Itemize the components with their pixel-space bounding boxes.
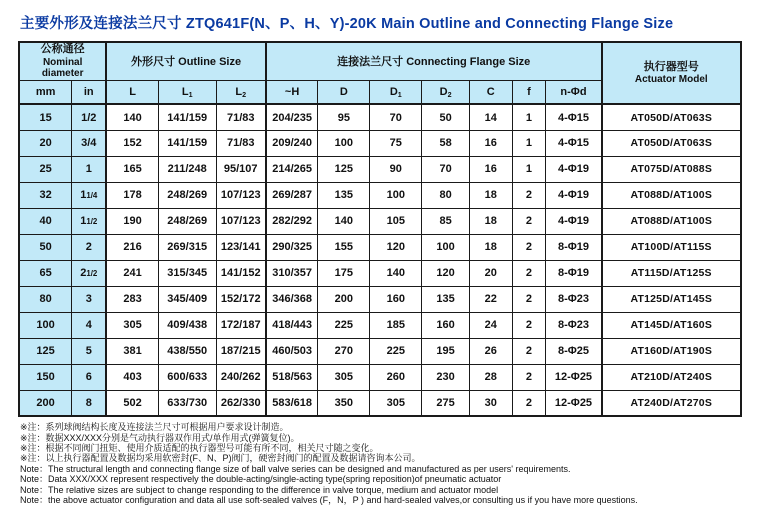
note-line-zh: ※注：根据不同阀门扭矩、使用介质适配的执行器型号可能有所不同，相关尺寸随之变化。 xyxy=(20,443,379,454)
cell-d: 140 xyxy=(318,208,370,234)
note-line-zh: ※注：系列球阀结构长度及连接法兰尺寸可根据用户要求设计制造。 xyxy=(20,422,289,433)
cell-c: 26 xyxy=(469,338,512,364)
cell-mm: 50 xyxy=(19,234,72,260)
cell-l: 178 xyxy=(106,182,158,208)
header-nominal-diameter-zh: 公称通径 xyxy=(40,43,85,55)
cell-d1: 225 xyxy=(370,338,422,364)
cell-d: 135 xyxy=(318,182,370,208)
cell-l2: 71/83 xyxy=(216,104,266,130)
cell-l: 140 xyxy=(106,104,158,130)
cell-in: 3/4 xyxy=(72,130,107,156)
cell-d: 125 xyxy=(318,156,370,182)
note-line-en: Note：Data XXX/XXX represent respectively the double-acting/single-acting type(spring reposition)of pneumatic actuator xyxy=(20,474,502,485)
header-actuator-model-zh: 执行器型号 xyxy=(643,60,699,73)
cell-l: 190 xyxy=(106,208,158,234)
cell-n-phi-d: 8-Φ19 xyxy=(546,234,602,260)
cell-in: 3 xyxy=(72,286,107,312)
cell-f: 2 xyxy=(512,338,546,364)
cell-mm: 125 xyxy=(19,338,72,364)
col-header-l: L xyxy=(106,80,158,104)
cell-d: 305 xyxy=(318,364,370,390)
cell-in: 1/2 xyxy=(72,104,107,130)
cell-d: 175 xyxy=(318,260,370,286)
cell-n-phi-d: 8-Φ25 xyxy=(546,338,602,364)
table-row xyxy=(19,364,741,390)
cell-actuator-model: AT240D/AT270S xyxy=(602,390,741,416)
cell-f: 1 xyxy=(512,156,546,182)
cell-d1: 185 xyxy=(370,312,422,338)
cell-c: 24 xyxy=(469,312,512,338)
table-row xyxy=(19,286,741,312)
cell-h: 583/618 xyxy=(266,390,318,416)
table-row xyxy=(19,156,741,182)
cell-l: 165 xyxy=(106,156,158,182)
cell-l2: 262/330 xyxy=(216,390,266,416)
cell-d2: 85 xyxy=(422,208,470,234)
cell-n-phi-d: 8-Φ23 xyxy=(546,312,602,338)
col-header-d1: $D_1$ xyxy=(370,80,422,104)
cell-in: 8 xyxy=(72,390,107,416)
cell-n-phi-d: 12-Φ25 xyxy=(546,364,602,390)
cell-l1: 211/248 xyxy=(158,156,216,182)
cell-d2: 230 xyxy=(422,364,470,390)
note-line-zh: ※注：以上执行器配置及数据均采用软密封(F、N、P)阀门，硬密封阀门的配置及数据请咨询本公司。 xyxy=(20,453,421,464)
note-line-en: Note：The structural length and connecting flange size of ball valve series can be designed and manufactured as per users' requirements. xyxy=(20,463,571,474)
cell-h: 518/563 xyxy=(266,364,318,390)
cell-n-phi-d: 4-Φ19 xyxy=(546,156,602,182)
cell-l2: 152/172 xyxy=(216,286,266,312)
table-row xyxy=(19,104,741,130)
cell-d2: 58 xyxy=(422,130,470,156)
cell-h: 269/287 xyxy=(266,182,318,208)
cell-mm: 32 xyxy=(19,182,72,208)
cell-c: 16 xyxy=(469,156,512,182)
cell-in: 6 xyxy=(72,364,107,390)
cell-d: 270 xyxy=(318,338,370,364)
cell-d2: 80 xyxy=(422,182,470,208)
table-row xyxy=(19,182,741,208)
cell-actuator-model: AT160D/AT190S xyxy=(602,338,741,364)
cell-l: 381 xyxy=(106,338,158,364)
cell-c: 28 xyxy=(469,364,512,390)
cell-in: 11/4 xyxy=(72,182,107,208)
cell-c: 18 xyxy=(469,208,512,234)
header-group-row xyxy=(19,42,741,80)
cell-c: 18 xyxy=(469,182,512,208)
note-line-en: Note：the above actuator configuration and data all use soft-sealed valves (F，N，P ) and hard-sealed valves,or consulting us if you have more questions. xyxy=(20,495,638,506)
cell-h: 204/235 xyxy=(266,104,318,130)
cell-l1: 600/633 xyxy=(158,364,216,390)
cell-actuator-model: AT125D/AT145S xyxy=(602,286,741,312)
cell-l1: 248/269 xyxy=(158,208,216,234)
cell-c: 18 xyxy=(469,234,512,260)
cell-actuator-model: AT050D/AT063S xyxy=(602,104,741,130)
cell-l: 241 xyxy=(106,260,158,286)
cell-l1: 345/409 xyxy=(158,286,216,312)
note-line-zh: ※注：数据XXX/XXX分别是气动执行器双作用式/单作用式(弹簧复位)。 xyxy=(20,432,300,443)
cell-l1: 438/550 xyxy=(158,338,216,364)
cell-n-phi-d: 4-Φ19 xyxy=(546,182,602,208)
cell-c: 20 xyxy=(469,260,512,286)
cell-l1: 141/159 xyxy=(158,130,216,156)
cell-l: 152 xyxy=(106,130,158,156)
col-header-in: in xyxy=(72,80,107,104)
col-header-d: D xyxy=(318,80,370,104)
cell-d1: 260 xyxy=(370,364,422,390)
cell-d1: 140 xyxy=(370,260,422,286)
cell-l2: 123/141 xyxy=(216,234,266,260)
cell-d2: 275 xyxy=(422,390,470,416)
notes-chinese xyxy=(20,422,742,464)
cell-c: 16 xyxy=(469,130,512,156)
cell-f: 2 xyxy=(512,208,546,234)
cell-actuator-model: AT088D/AT100S xyxy=(602,208,741,234)
col-header-d2: $D_2$ xyxy=(422,80,470,104)
table-row xyxy=(19,234,741,260)
cell-actuator-model: AT115D/AT125S xyxy=(602,260,741,286)
col-header-c: C xyxy=(469,80,512,104)
cell-c: 22 xyxy=(469,286,512,312)
cell-d: 95 xyxy=(318,104,370,130)
cell-d1: 75 xyxy=(370,130,422,156)
cell-mm: 65 xyxy=(19,260,72,286)
cell-f: 2 xyxy=(512,364,546,390)
cell-f: 2 xyxy=(512,312,546,338)
cell-f: 1 xyxy=(512,130,546,156)
notes-block xyxy=(20,422,742,505)
cell-d2: 195 xyxy=(422,338,470,364)
cell-mm: 40 xyxy=(19,208,72,234)
cell-actuator-model: AT100D/AT115S xyxy=(602,234,741,260)
cell-h: 346/368 xyxy=(266,286,318,312)
cell-d1: 70 xyxy=(370,104,422,130)
cell-in: 11/2 xyxy=(72,208,107,234)
cell-h: 214/265 xyxy=(266,156,318,182)
cell-mm: 200 xyxy=(19,390,72,416)
page-title: 主要外形及连接法兰尺寸 ZTQ641F(N、P、H、Y)-20K Main Outline and Connecting Flange Size xyxy=(20,16,674,32)
cell-in: 2 xyxy=(72,234,107,260)
cell-f: 2 xyxy=(512,260,546,286)
cell-f: 2 xyxy=(512,390,546,416)
header-connecting-flange-size: 连接法兰尺寸 Connecting Flange Size xyxy=(266,42,602,80)
cell-h: 310/357 xyxy=(266,260,318,286)
cell-d2: 120 xyxy=(422,260,470,286)
cell-d1: 305 xyxy=(370,390,422,416)
cell-l1: 269/315 xyxy=(158,234,216,260)
cell-l2: 95/107 xyxy=(216,156,266,182)
cell-d2: 135 xyxy=(422,286,470,312)
cell-d: 155 xyxy=(318,234,370,260)
cell-actuator-model: AT210D/AT240S xyxy=(602,364,741,390)
cell-in: 1 xyxy=(72,156,107,182)
notes-english xyxy=(20,464,742,506)
table-row xyxy=(19,312,741,338)
cell-d: 200 xyxy=(318,286,370,312)
col-header-h: ~H xyxy=(266,80,318,104)
cell-n-phi-d: 4-Φ19 xyxy=(546,208,602,234)
cell-mm: 100 xyxy=(19,312,72,338)
cell-l: 502 xyxy=(106,390,158,416)
cell-d: 100 xyxy=(318,130,370,156)
cell-h: 209/240 xyxy=(266,130,318,156)
cell-h: 282/292 xyxy=(266,208,318,234)
cell-f: 2 xyxy=(512,182,546,208)
cell-actuator-model: AT145D/AT160S xyxy=(602,312,741,338)
cell-d2: 100 xyxy=(422,234,470,260)
cell-in: 21/2 xyxy=(72,260,107,286)
cell-in: 4 xyxy=(72,312,107,338)
table-row xyxy=(19,260,741,286)
cell-d1: 120 xyxy=(370,234,422,260)
col-header-l2: $L_2$ xyxy=(216,80,266,104)
cell-n-phi-d: 8-Φ23 xyxy=(546,286,602,312)
cell-l: 403 xyxy=(106,364,158,390)
cell-f: 2 xyxy=(512,234,546,260)
cell-n-phi-d: 8-Φ19 xyxy=(546,260,602,286)
table-row xyxy=(19,208,741,234)
cell-mm: 80 xyxy=(19,286,72,312)
col-header-l1: $L_1$ xyxy=(158,80,216,104)
cell-n-phi-d: 4-Φ15 xyxy=(546,104,602,130)
cell-mm: 150 xyxy=(19,364,72,390)
header-actuator-model xyxy=(602,42,741,104)
table-row xyxy=(19,338,741,364)
header-outline-size: 外形尺寸 Outline Size xyxy=(106,42,266,80)
cell-l1: 248/269 xyxy=(158,182,216,208)
cell-l2: 71/83 xyxy=(216,130,266,156)
flange-size-table xyxy=(18,41,742,417)
cell-mm: 20 xyxy=(19,130,72,156)
cell-l2: 187/215 xyxy=(216,338,266,364)
cell-actuator-model: AT088D/AT100S xyxy=(602,182,741,208)
cell-h: 418/443 xyxy=(266,312,318,338)
cell-l1: 633/730 xyxy=(158,390,216,416)
cell-mm: 15 xyxy=(19,104,72,130)
cell-d2: 50 xyxy=(422,104,470,130)
header-nominal-diameter-en: Nominal diameter xyxy=(41,56,84,80)
cell-l2: 141/152 xyxy=(216,260,266,286)
col-header-n-phi-d: n-Φd xyxy=(546,80,602,104)
cell-d: 225 xyxy=(318,312,370,338)
header-nominal-diameter xyxy=(19,42,106,80)
col-header-mm: mm xyxy=(19,80,72,104)
note-line-en: Note：The relative sizes are subject to change responding to the difference in valve torque, medium and actuator model xyxy=(20,484,499,495)
cell-d1: 100 xyxy=(370,182,422,208)
cell-c: 30 xyxy=(469,390,512,416)
cell-f: 1 xyxy=(512,104,546,130)
cell-d1: 105 xyxy=(370,208,422,234)
cell-l2: 107/123 xyxy=(216,208,266,234)
cell-l1: 409/438 xyxy=(158,312,216,338)
cell-l: 305 xyxy=(106,312,158,338)
cell-l: 216 xyxy=(106,234,158,260)
cell-l: 283 xyxy=(106,286,158,312)
cell-n-phi-d: 12-Φ25 xyxy=(546,390,602,416)
cell-d1: 90 xyxy=(370,156,422,182)
cell-l2: 240/262 xyxy=(216,364,266,390)
cell-l1: 141/159 xyxy=(158,104,216,130)
cell-h: 460/503 xyxy=(266,338,318,364)
col-header-f: f xyxy=(512,80,546,104)
table-row xyxy=(19,390,741,416)
cell-l1: 315/345 xyxy=(158,260,216,286)
cell-mm: 25 xyxy=(19,156,72,182)
cell-d: 350 xyxy=(318,390,370,416)
cell-d2: 70 xyxy=(422,156,470,182)
cell-f: 2 xyxy=(512,286,546,312)
cell-c: 14 xyxy=(469,104,512,130)
cell-d2: 160 xyxy=(422,312,470,338)
table-row xyxy=(19,130,741,156)
cell-h: 290/325 xyxy=(266,234,318,260)
header-actuator-model-en: Actuator Model xyxy=(634,74,708,86)
cell-d1: 160 xyxy=(370,286,422,312)
cell-l2: 107/123 xyxy=(216,182,266,208)
cell-n-phi-d: 4-Φ15 xyxy=(546,130,602,156)
cell-l2: 172/187 xyxy=(216,312,266,338)
cell-actuator-model: AT075D/AT088S xyxy=(602,156,741,182)
cell-actuator-model: AT050D/AT063S xyxy=(602,130,741,156)
cell-in: 5 xyxy=(72,338,107,364)
